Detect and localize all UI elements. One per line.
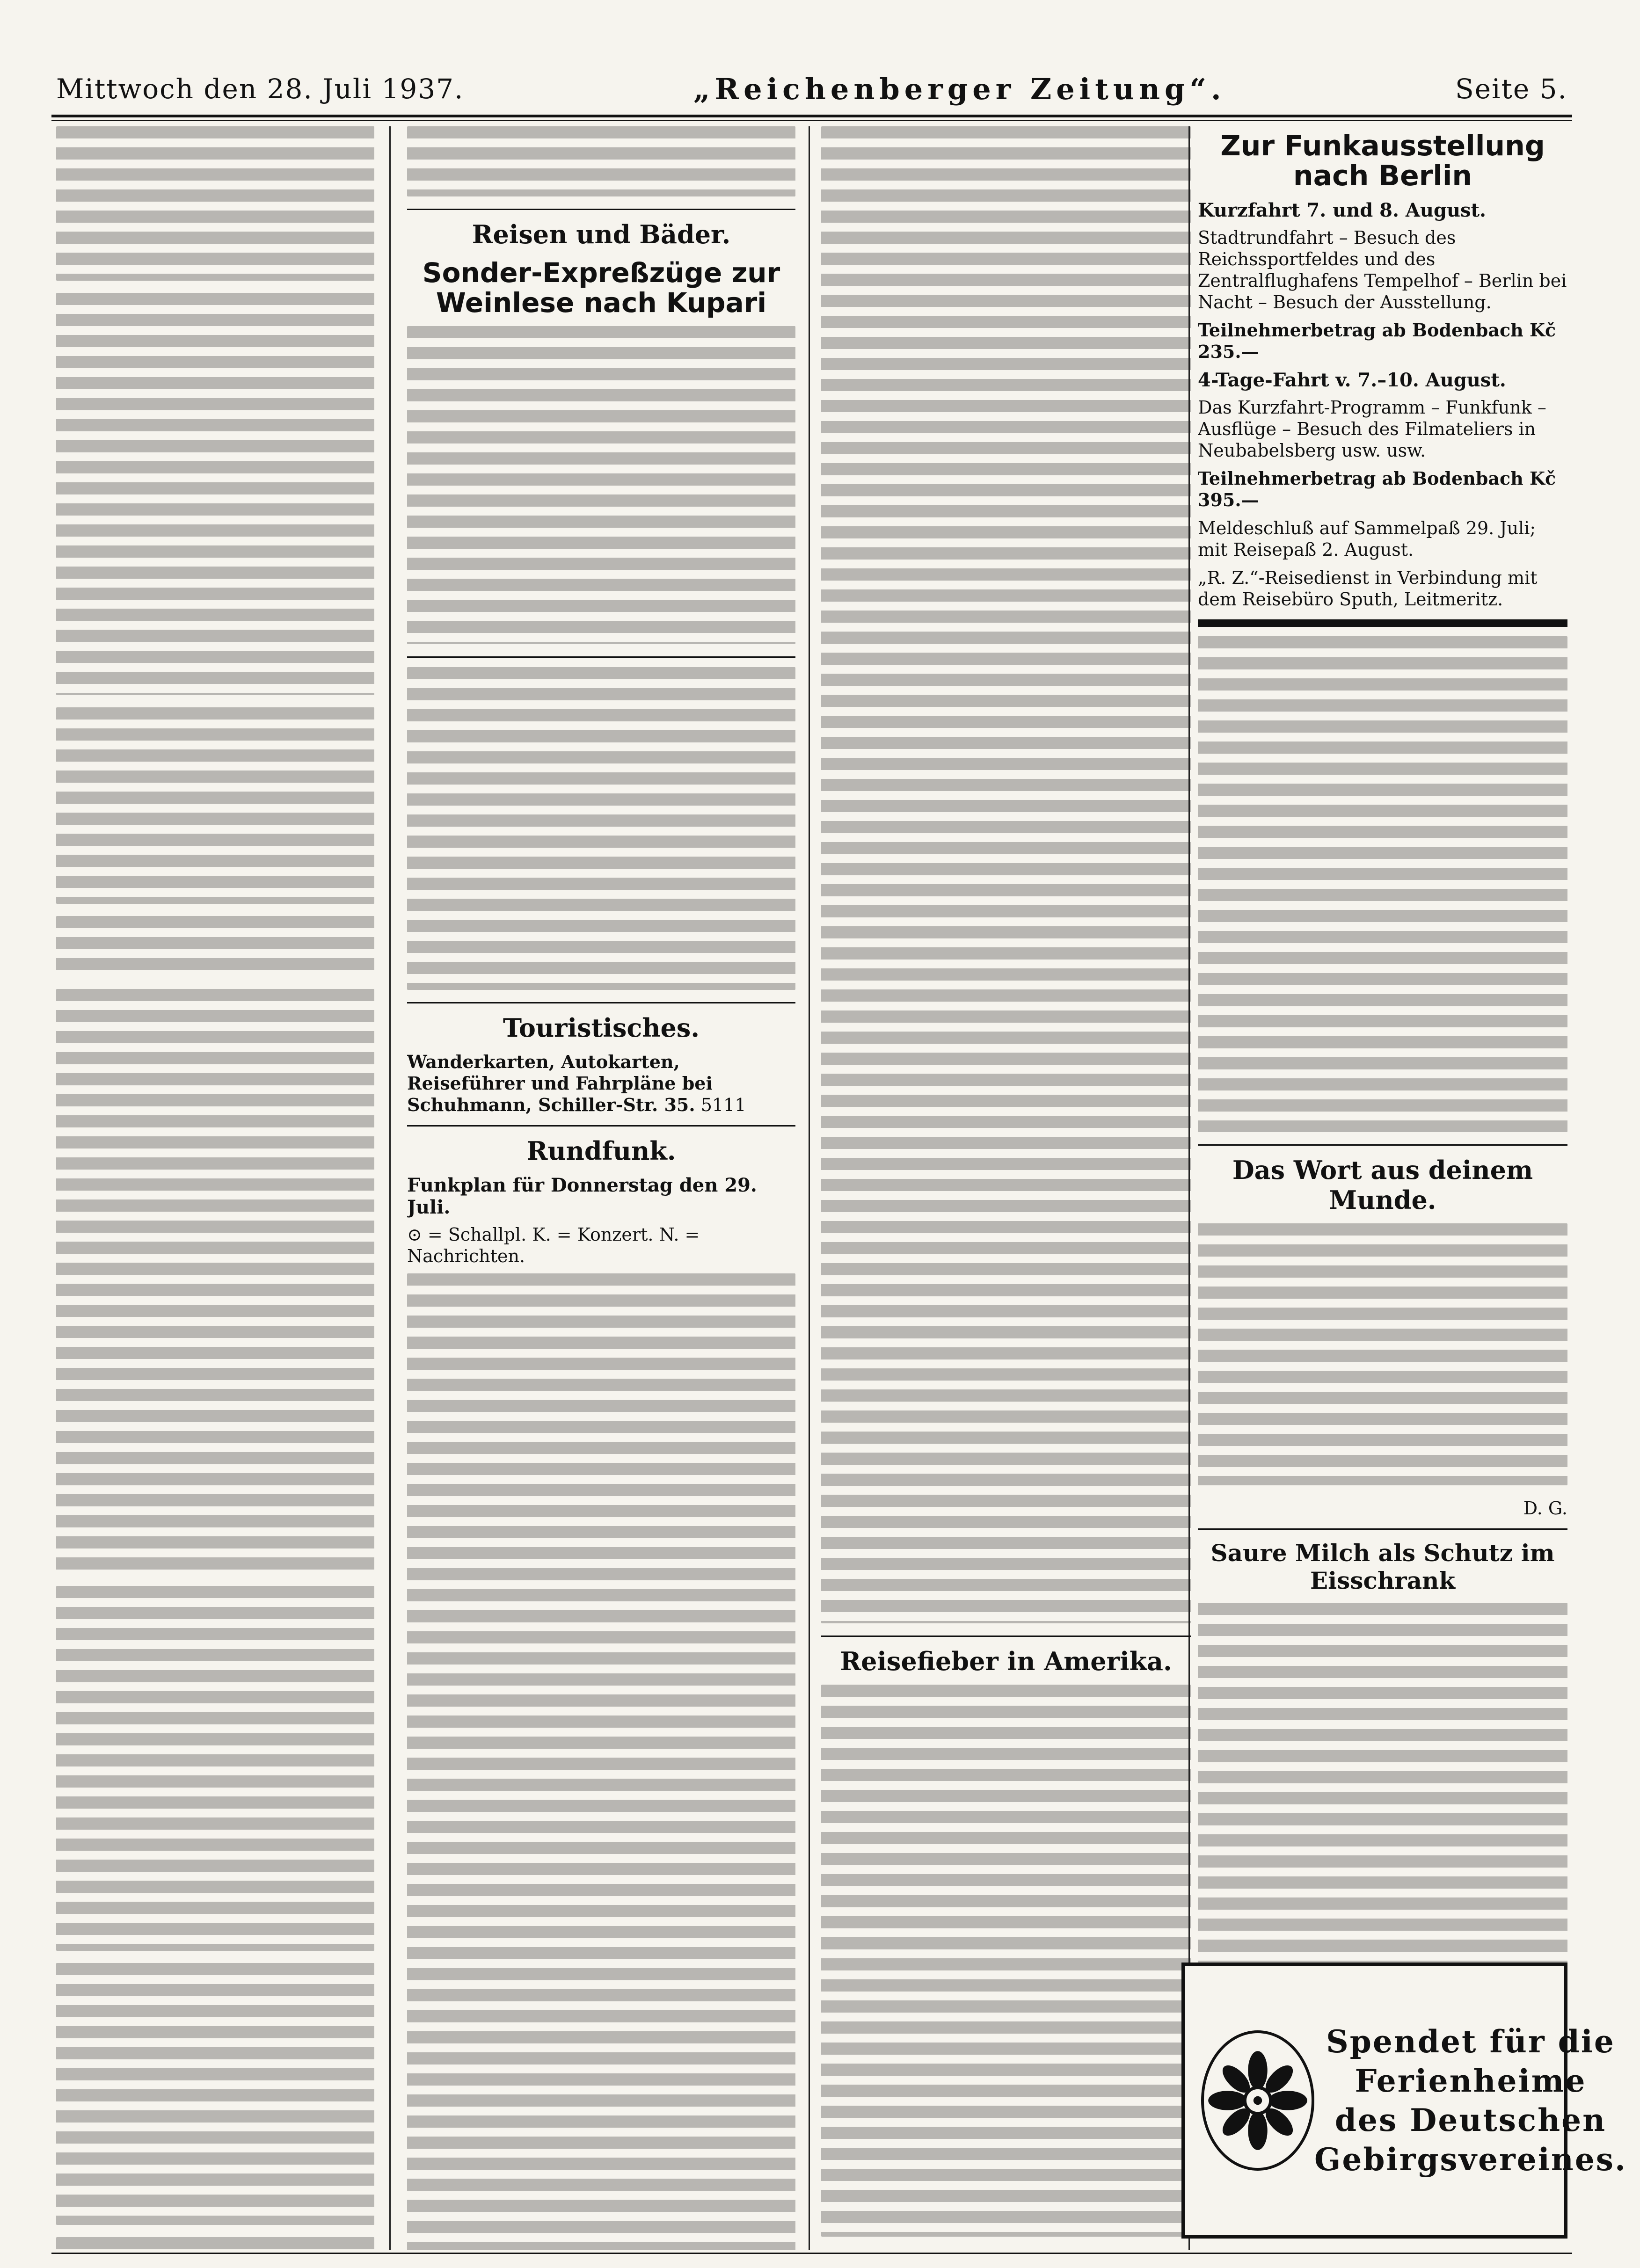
- article-athletics-evening: [56, 707, 374, 904]
- spoken-word-article: [1198, 1223, 1567, 1485]
- column-sports: [56, 126, 374, 2250]
- divider: [1198, 1144, 1567, 1146]
- four-day-trip-description: Das Kurzfahrt-Programm – Funkfunk – Ausflüge – Besuch des Filmateliers in Neubabelsberg usw. usw.: [1198, 397, 1546, 461]
- article-stamp-collectors: [56, 2237, 374, 2250]
- american-camping-article: [1198, 636, 1567, 1132]
- railway-propaganda-article: [407, 667, 795, 990]
- column-travel-radio: [407, 126, 795, 2250]
- travel-heading: Reisen und Bäder.: [472, 219, 731, 249]
- sports-results-wrestling: [56, 293, 374, 695]
- tourist-note: [407, 1051, 795, 1116]
- column-rule: [809, 126, 810, 2250]
- page-bottom-rule: [51, 2253, 1572, 2254]
- donation-advertisement: [1181, 1963, 1627, 2239]
- article-continuation: [407, 126, 795, 196]
- donation-line: des Deutschen: [1334, 2102, 1607, 2138]
- donation-line: Spendet für die: [1326, 2023, 1615, 2060]
- radio-heading: Rundfunk.: [526, 1136, 676, 1166]
- divider: [407, 1002, 795, 1003]
- express-train-heading: Sonder-Expreßzüge zur Weinlese nach Kupari: [422, 257, 780, 319]
- article-sabre-team: [56, 989, 374, 1574]
- divider: [407, 1125, 795, 1127]
- divider: [1198, 1528, 1567, 1530]
- column-radio-continued: [821, 126, 1191, 2250]
- edelweiss-emblem-icon: [1201, 2030, 1314, 2171]
- article-zurich-flight: [56, 1963, 374, 2225]
- issue-date: Mittwoch den 28. Juli 1937.: [56, 73, 464, 105]
- masthead-rule: [51, 115, 1572, 117]
- radio-program-listing: [407, 1273, 795, 2250]
- spoken-word-heading: Das Wort aus deinem Munde.: [1232, 1155, 1533, 1215]
- column-berlin-misc: [1198, 126, 1567, 2250]
- masthead-rule-thin: [51, 120, 1572, 121]
- short-trip-title: Kurzfahrt 7. und 8. August.: [1198, 199, 1486, 221]
- donation-text: [1314, 2022, 1627, 2179]
- radio-legend: ⊙ = Schallpl. K. = Konzert. N. = Nachrichten.: [407, 1224, 700, 1266]
- tourist-note-text: Wanderkarten, Autokarten, Reiseführer und Fahrpläne bei Schuhmann, Schiller-Str. 35.: [407, 1051, 713, 1115]
- page-number: Seite 5.: [1455, 73, 1567, 105]
- radio-program-listing-continued: [821, 126, 1191, 1623]
- donation-line: Gebirgsvereines.: [1314, 2141, 1627, 2178]
- four-day-trip-price: Teilnehmerbetrag ab Bodenbach Kč 395.—: [1198, 468, 1556, 510]
- travel-fever-heading: Reisefieber in Amerika.: [840, 1646, 1172, 1676]
- sour-milk-article: [1198, 1603, 1567, 1991]
- column-rule: [389, 126, 391, 2250]
- article-gliding-flight: [56, 1586, 374, 1951]
- spoken-word-signature: D. G.: [1523, 1498, 1567, 1519]
- tourist-heading: Touristisches.: [503, 1013, 700, 1043]
- sports-results-weightlifting: [56, 126, 374, 281]
- berlin-exhibition-heading: Zur Funkausstellung nach Berlin: [1220, 130, 1545, 192]
- donation-line: Ferienheime: [1355, 2063, 1587, 2099]
- tourist-note-number: 5111: [700, 1095, 746, 1115]
- sour-milk-heading: Saure Milch als Schutz im Eisschrank: [1210, 1539, 1555, 1594]
- divider: [407, 656, 795, 658]
- masthead: [56, 70, 1567, 108]
- short-trip-price: Teilnehmerbetrag ab Bodenbach Kč 235.—: [1198, 320, 1556, 362]
- travel-service-note: „R. Z.“-Reisedienst in Verbindung mit dem Reisebüro Sputh, Leitmeritz.: [1198, 567, 1538, 610]
- radio-schedule-date: Funkplan für Donnerstag den 29. Juli.: [407, 1174, 757, 1218]
- newspaper-title: „Reichenberger Zeitung“.: [693, 72, 1226, 106]
- article-tennis-result: [56, 916, 374, 977]
- short-trip-description: Stadtrundfahrt – Besuch des Reichssportfeldes und des Zentralflughafens Tempelhof – Berlin bei Nacht – Besuch der Ausstellung.: [1198, 227, 1567, 313]
- express-train-article: [407, 326, 795, 644]
- travel-fever-article: [821, 1685, 1191, 2237]
- registration-deadline: Meldeschluß auf Sammelpaß 29. Juli; mit Reisepaß 2. August.: [1198, 518, 1536, 560]
- divider-thick: [1198, 619, 1567, 627]
- divider: [821, 1636, 1191, 1637]
- divider: [407, 209, 795, 210]
- four-day-trip-title: 4-Tage-Fahrt v. 7.–10. August.: [1198, 369, 1506, 391]
